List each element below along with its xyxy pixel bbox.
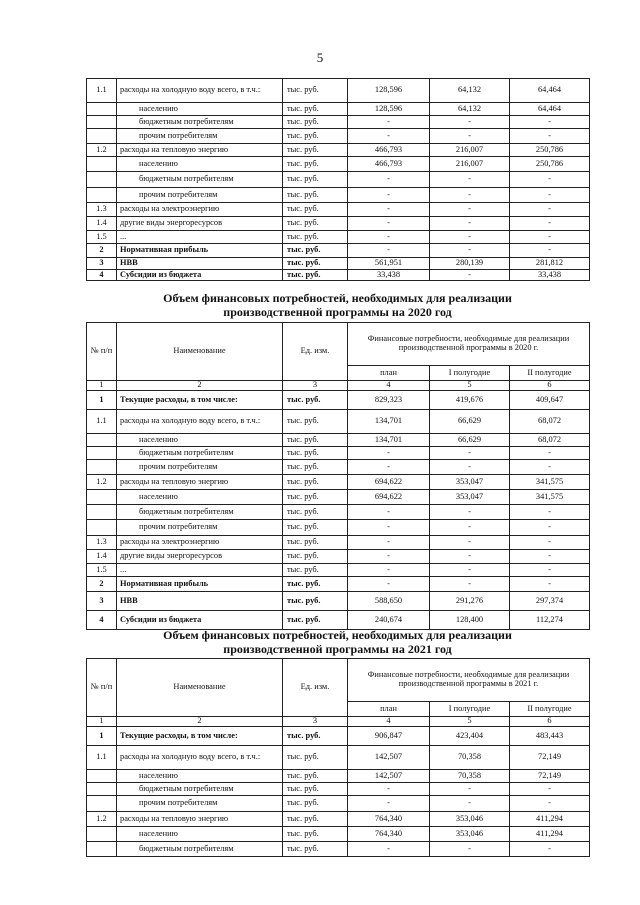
row-number-cell bbox=[87, 188, 117, 203]
row-plan-cell: - bbox=[348, 231, 430, 244]
header-index: 1 bbox=[87, 381, 117, 391]
header-h2: II полугодие bbox=[510, 366, 590, 381]
section-2021-title bbox=[86, 628, 589, 656]
row-number-cell: 3 bbox=[87, 592, 117, 611]
table-row bbox=[87, 490, 590, 505]
row-number-cell bbox=[87, 460, 117, 475]
table-row bbox=[87, 727, 590, 746]
row-h1-cell: 64,132 bbox=[430, 103, 510, 116]
section-2020-title bbox=[86, 291, 589, 319]
row-h2-cell: 341,575 bbox=[510, 475, 590, 490]
table-row bbox=[87, 79, 590, 103]
header-num: № п/п bbox=[87, 659, 117, 717]
row-h2-cell: 409,647 bbox=[510, 391, 590, 410]
row-unit-cell: тыс. руб. bbox=[283, 172, 348, 188]
row-unit-cell: тыс. руб. bbox=[283, 460, 348, 475]
row-h1-cell: - bbox=[430, 536, 510, 550]
row-plan-cell: - bbox=[348, 520, 430, 536]
table-row bbox=[87, 611, 590, 630]
table-row bbox=[87, 460, 590, 475]
row-number-cell: 2 bbox=[87, 577, 117, 592]
row-h1-cell: 419,676 bbox=[430, 391, 510, 410]
row-plan-cell: - bbox=[348, 460, 430, 475]
row-h2-cell: - bbox=[510, 577, 590, 592]
row-h2-cell: 411,294 bbox=[510, 812, 590, 827]
row-number-cell bbox=[87, 172, 117, 188]
row-h1-cell: 353,047 bbox=[430, 475, 510, 490]
row-unit-cell: тыс. руб. bbox=[283, 812, 348, 827]
row-name-cell: расходы на электроэнергию bbox=[117, 536, 283, 550]
row-plan-cell: - bbox=[348, 172, 430, 188]
row-plan-cell: 829,323 bbox=[348, 391, 430, 410]
row-plan-cell: - bbox=[348, 447, 430, 460]
table-row bbox=[87, 842, 590, 857]
row-number-cell: 4 bbox=[87, 270, 117, 281]
row-h1-cell: - bbox=[430, 129, 510, 144]
row-h2-cell: 341,575 bbox=[510, 490, 590, 505]
row-name-cell: населению bbox=[117, 827, 283, 842]
row-h1-cell: - bbox=[430, 842, 510, 857]
row-number-cell: 1.5 bbox=[87, 231, 117, 244]
header-index: 3 bbox=[283, 381, 348, 391]
row-plan-cell: 764,340 bbox=[348, 812, 430, 827]
row-h1-cell: 353,046 bbox=[430, 827, 510, 842]
row-unit-cell: тыс. руб. bbox=[283, 188, 348, 203]
row-h1-cell: - bbox=[430, 217, 510, 231]
row-plan-cell: 128,596 bbox=[348, 103, 430, 116]
row-h2-cell: 64,464 bbox=[510, 103, 590, 116]
row-h2-cell: 483,443 bbox=[510, 727, 590, 746]
table-row bbox=[87, 505, 590, 520]
table-row bbox=[87, 770, 590, 783]
table-row bbox=[87, 475, 590, 490]
header-index: 2 bbox=[117, 717, 283, 727]
header-group: Финансовые потребности, необходимые для реализации производственной программы в 2020 г. bbox=[348, 323, 590, 366]
row-number-cell: 1.2 bbox=[87, 144, 117, 157]
row-unit-cell: тыс. руб. bbox=[283, 796, 348, 812]
row-h1-cell: 353,047 bbox=[430, 490, 510, 505]
header-index: 6 bbox=[510, 717, 590, 727]
section-2021-title-line2: производственной программы на 2021 год bbox=[223, 642, 452, 656]
table-row bbox=[87, 536, 590, 550]
row-unit-cell: тыс. руб. bbox=[283, 231, 348, 244]
row-name-cell: расходы на электроэнергию bbox=[117, 203, 283, 217]
row-h2-cell: - bbox=[510, 129, 590, 144]
header-index: 4 bbox=[348, 717, 430, 727]
table-row bbox=[87, 270, 590, 281]
row-h2-cell: - bbox=[510, 188, 590, 203]
row-number-cell: 1 bbox=[87, 391, 117, 410]
row-name-cell: населению bbox=[117, 103, 283, 116]
table-row bbox=[87, 144, 590, 157]
table-row bbox=[87, 231, 590, 244]
row-name-cell: Нормативная прибыль bbox=[117, 577, 283, 592]
row-number-cell bbox=[87, 796, 117, 812]
table-row bbox=[87, 258, 590, 270]
row-plan-cell: - bbox=[348, 796, 430, 812]
row-name-cell: бюджетным потребителям bbox=[117, 172, 283, 188]
row-h2-cell: 250,786 bbox=[510, 144, 590, 157]
row-plan-cell: 33,438 bbox=[348, 270, 430, 281]
table-2020 bbox=[86, 322, 590, 630]
row-h2-cell: - bbox=[510, 172, 590, 188]
row-name-cell: прочим потребителям bbox=[117, 460, 283, 475]
row-name-cell: населению bbox=[117, 157, 283, 172]
row-unit-cell: тыс. руб. bbox=[283, 217, 348, 231]
row-h2-cell: - bbox=[510, 796, 590, 812]
row-h2-cell: - bbox=[510, 505, 590, 520]
row-unit-cell: тыс. руб. bbox=[283, 592, 348, 611]
row-name-cell: населению bbox=[117, 490, 283, 505]
row-plan-cell: - bbox=[348, 783, 430, 796]
row-plan-cell: 142,507 bbox=[348, 746, 430, 770]
row-plan-cell: - bbox=[348, 550, 430, 564]
table-row bbox=[87, 783, 590, 796]
table-row bbox=[87, 577, 590, 592]
row-name-cell: бюджетным потребителям bbox=[117, 116, 283, 129]
row-name-cell: бюджетным потребителям bbox=[117, 447, 283, 460]
row-number-cell bbox=[87, 434, 117, 447]
row-unit-cell: тыс. руб. bbox=[283, 520, 348, 536]
row-unit-cell: тыс. руб. bbox=[283, 79, 348, 103]
row-number-cell bbox=[87, 490, 117, 505]
row-h1-cell: 216,007 bbox=[430, 144, 510, 157]
row-name-cell: Субсидии из бюджета bbox=[117, 270, 283, 281]
header-num: № п/п bbox=[87, 323, 117, 381]
row-name-cell: другие виды энергоресурсов bbox=[117, 550, 283, 564]
row-h1-cell: - bbox=[430, 505, 510, 520]
row-plan-cell: - bbox=[348, 188, 430, 203]
row-number-cell: 1.1 bbox=[87, 79, 117, 103]
row-name-cell: Текущие расходы, в том числе: bbox=[117, 727, 283, 746]
table-row bbox=[87, 827, 590, 842]
row-h2-cell: 64,464 bbox=[510, 79, 590, 103]
row-number-cell: 1.4 bbox=[87, 217, 117, 231]
table-row bbox=[87, 746, 590, 770]
row-h1-cell: - bbox=[430, 447, 510, 460]
row-h1-cell: - bbox=[430, 270, 510, 281]
table-row bbox=[87, 812, 590, 827]
row-h2-cell: 411,294 bbox=[510, 827, 590, 842]
row-h1-cell: - bbox=[430, 116, 510, 129]
row-name-cell: ... bbox=[117, 231, 283, 244]
row-unit-cell: тыс. руб. bbox=[283, 577, 348, 592]
row-unit-cell: тыс. руб. bbox=[283, 244, 348, 258]
header-index: 4 bbox=[348, 381, 430, 391]
row-h2-cell: - bbox=[510, 231, 590, 244]
row-unit-cell: тыс. руб. bbox=[283, 258, 348, 270]
row-plan-cell: 134,701 bbox=[348, 410, 430, 434]
row-h1-cell: 70,358 bbox=[430, 746, 510, 770]
header-unit: Ед. изм. bbox=[283, 659, 348, 717]
row-unit-cell: тыс. руб. bbox=[283, 410, 348, 434]
section-2021-title-line1: Объем финансовых потребностей, необходимых для реализации bbox=[163, 628, 512, 642]
row-h2-cell: - bbox=[510, 783, 590, 796]
row-unit-cell: тыс. руб. bbox=[283, 116, 348, 129]
row-h1-cell: - bbox=[430, 550, 510, 564]
row-name-cell: другие виды энергоресурсов bbox=[117, 217, 283, 231]
row-h2-cell: - bbox=[510, 460, 590, 475]
row-number-cell bbox=[87, 827, 117, 842]
row-h2-cell: - bbox=[510, 116, 590, 129]
row-h2-cell: - bbox=[510, 244, 590, 258]
table-row bbox=[87, 410, 590, 434]
row-h2-cell: - bbox=[510, 536, 590, 550]
header-name: Наименование bbox=[117, 659, 283, 717]
row-name-cell: НВВ bbox=[117, 592, 283, 611]
table-row bbox=[87, 391, 590, 410]
table-row bbox=[87, 520, 590, 536]
row-name-cell: расходы на тепловую энергию bbox=[117, 475, 283, 490]
row-h2-cell: - bbox=[510, 550, 590, 564]
row-number-cell: 1.1 bbox=[87, 410, 117, 434]
row-h1-cell: 66,629 bbox=[430, 410, 510, 434]
row-h2-cell: - bbox=[510, 217, 590, 231]
row-number-cell: 4 bbox=[87, 611, 117, 630]
row-plan-cell: 588,650 bbox=[348, 592, 430, 611]
row-plan-cell: - bbox=[348, 577, 430, 592]
row-plan-cell: - bbox=[348, 536, 430, 550]
header-index: 3 bbox=[283, 717, 348, 727]
row-h1-cell: 70,358 bbox=[430, 770, 510, 783]
row-h1-cell: - bbox=[430, 564, 510, 577]
row-unit-cell: тыс. руб. bbox=[283, 203, 348, 217]
row-number-cell bbox=[87, 129, 117, 144]
row-number-cell: 1.2 bbox=[87, 812, 117, 827]
row-number-cell: 1.2 bbox=[87, 475, 117, 490]
row-plan-cell: 142,507 bbox=[348, 770, 430, 783]
table-row bbox=[87, 592, 590, 611]
header-index: 1 bbox=[87, 717, 117, 727]
row-h2-cell: 72,149 bbox=[510, 746, 590, 770]
page-number: 5 bbox=[316, 50, 324, 65]
row-plan-cell: 466,793 bbox=[348, 157, 430, 172]
row-h1-cell: 353,046 bbox=[430, 812, 510, 827]
row-unit-cell: тыс. руб. bbox=[283, 827, 348, 842]
row-name-cell: прочим потребителям bbox=[117, 520, 283, 536]
row-name-cell: прочим потребителям bbox=[117, 796, 283, 812]
table-row bbox=[87, 188, 590, 203]
row-number-cell: 3 bbox=[87, 258, 117, 270]
table-2019-continuation bbox=[86, 78, 590, 281]
row-unit-cell: тыс. руб. bbox=[283, 727, 348, 746]
row-name-cell: бюджетным потребителям bbox=[117, 783, 283, 796]
row-h1-cell: - bbox=[430, 796, 510, 812]
table-row bbox=[87, 244, 590, 258]
row-h2-cell: - bbox=[510, 842, 590, 857]
table-2021 bbox=[86, 658, 590, 857]
row-h1-cell: 423,404 bbox=[430, 727, 510, 746]
row-plan-cell: 561,951 bbox=[348, 258, 430, 270]
header-h1: I полугодие bbox=[430, 366, 510, 381]
table-row bbox=[87, 103, 590, 116]
row-name-cell: расходы на холодную воду всего, в т.ч.: bbox=[117, 79, 283, 103]
table-row bbox=[87, 116, 590, 129]
header-index: 5 bbox=[430, 717, 510, 727]
row-unit-cell: тыс. руб. bbox=[283, 129, 348, 144]
row-h1-cell: - bbox=[430, 203, 510, 217]
row-h2-cell: - bbox=[510, 203, 590, 217]
row-plan-cell: 240,674 bbox=[348, 611, 430, 630]
row-name-cell: расходы на тепловую энергию bbox=[117, 144, 283, 157]
row-h2-cell: 68,072 bbox=[510, 434, 590, 447]
row-name-cell: прочим потребителям bbox=[117, 188, 283, 203]
row-unit-cell: тыс. руб. bbox=[283, 564, 348, 577]
header-group: Финансовые потребности, необходимые для реализации производственной программы в 2021 г. bbox=[348, 659, 590, 702]
row-number-cell bbox=[87, 505, 117, 520]
row-unit-cell: тыс. руб. bbox=[283, 611, 348, 630]
row-h1-cell: - bbox=[430, 577, 510, 592]
row-h1-cell: 280,139 bbox=[430, 258, 510, 270]
row-name-cell: НВВ bbox=[117, 258, 283, 270]
row-unit-cell: тыс. руб. bbox=[283, 103, 348, 116]
section-2020-title-line1: Объем финансовых потребностей, необходимых для реализации bbox=[163, 291, 512, 305]
row-unit-cell: тыс. руб. bbox=[283, 536, 348, 550]
row-name-cell: ... bbox=[117, 564, 283, 577]
row-plan-cell: 764,340 bbox=[348, 827, 430, 842]
row-name-cell: населению bbox=[117, 770, 283, 783]
table-row bbox=[87, 129, 590, 144]
row-number-cell bbox=[87, 783, 117, 796]
row-plan-cell: - bbox=[348, 203, 430, 217]
row-name-cell: Субсидии из бюджета bbox=[117, 611, 283, 630]
row-name-cell: прочим потребителям bbox=[117, 129, 283, 144]
row-name-cell: населению bbox=[117, 434, 283, 447]
row-number-cell bbox=[87, 116, 117, 129]
row-h1-cell: - bbox=[430, 520, 510, 536]
row-unit-cell: тыс. руб. bbox=[283, 505, 348, 520]
row-number-cell: 1.4 bbox=[87, 550, 117, 564]
row-number-cell: 2 bbox=[87, 244, 117, 258]
row-h2-cell: 112,274 bbox=[510, 611, 590, 630]
table-row bbox=[87, 564, 590, 577]
row-h1-cell: 291,276 bbox=[430, 592, 510, 611]
table-row bbox=[87, 434, 590, 447]
row-unit-cell: тыс. руб. bbox=[283, 157, 348, 172]
row-plan-cell: - bbox=[348, 244, 430, 258]
table-row bbox=[87, 550, 590, 564]
row-number-cell bbox=[87, 520, 117, 536]
row-unit-cell: тыс. руб. bbox=[283, 550, 348, 564]
row-h1-cell: - bbox=[430, 188, 510, 203]
header-index: 2 bbox=[117, 381, 283, 391]
row-plan-cell: 906,847 bbox=[348, 727, 430, 746]
row-number-cell: 1.1 bbox=[87, 746, 117, 770]
header-h1: I полугодие bbox=[430, 702, 510, 717]
row-plan-cell: - bbox=[348, 842, 430, 857]
row-name-cell: расходы на холодную воду всего, в т.ч.: bbox=[117, 746, 283, 770]
row-name-cell: Текущие расходы, в том числе: bbox=[117, 391, 283, 410]
row-plan-cell: 128,596 bbox=[348, 79, 430, 103]
row-name-cell: расходы на тепловую энергию bbox=[117, 812, 283, 827]
row-h1-cell: - bbox=[430, 231, 510, 244]
row-h1-cell: - bbox=[430, 460, 510, 475]
row-h2-cell: 72,149 bbox=[510, 770, 590, 783]
row-number-cell bbox=[87, 447, 117, 460]
row-plan-cell: 466,793 bbox=[348, 144, 430, 157]
row-h2-cell: 297,374 bbox=[510, 592, 590, 611]
row-h2-cell: 68,072 bbox=[510, 410, 590, 434]
row-h2-cell: - bbox=[510, 447, 590, 460]
row-plan-cell: 134,701 bbox=[348, 434, 430, 447]
row-number-cell: 1 bbox=[87, 727, 117, 746]
header-plan: план bbox=[348, 366, 430, 381]
row-unit-cell: тыс. руб. bbox=[283, 391, 348, 410]
header-index: 5 bbox=[430, 381, 510, 391]
row-plan-cell: - bbox=[348, 564, 430, 577]
row-h2-cell: 250,786 bbox=[510, 157, 590, 172]
row-h2-cell: 33,438 bbox=[510, 270, 590, 281]
section-2020-title-line2: производственной программы на 2020 год bbox=[223, 305, 452, 319]
row-number-cell: 1.3 bbox=[87, 203, 117, 217]
row-unit-cell: тыс. руб. bbox=[283, 746, 348, 770]
header-index: 6 bbox=[510, 381, 590, 391]
row-h1-cell: 66,629 bbox=[430, 434, 510, 447]
table-row bbox=[87, 203, 590, 217]
row-plan-cell: 694,622 bbox=[348, 475, 430, 490]
row-unit-cell: тыс. руб. bbox=[283, 490, 348, 505]
row-h1-cell: 216,007 bbox=[430, 157, 510, 172]
header-unit: Ед. изм. bbox=[283, 323, 348, 381]
row-name-cell: расходы на холодную воду всего, в т.ч.: bbox=[117, 410, 283, 434]
row-number-cell bbox=[87, 157, 117, 172]
table-row bbox=[87, 217, 590, 231]
header-h2: II полугодие bbox=[510, 702, 590, 717]
row-h1-cell: - bbox=[430, 783, 510, 796]
row-plan-cell: - bbox=[348, 505, 430, 520]
row-h1-cell: - bbox=[430, 244, 510, 258]
row-number-cell: 1.3 bbox=[87, 536, 117, 550]
table-row bbox=[87, 447, 590, 460]
row-plan-cell: - bbox=[348, 217, 430, 231]
row-h1-cell: 128,400 bbox=[430, 611, 510, 630]
row-unit-cell: тыс. руб. bbox=[283, 770, 348, 783]
table-row bbox=[87, 796, 590, 812]
row-unit-cell: тыс. руб. bbox=[283, 270, 348, 281]
table-row bbox=[87, 157, 590, 172]
row-h2-cell: - bbox=[510, 520, 590, 536]
row-plan-cell: 694,622 bbox=[348, 490, 430, 505]
row-number-cell bbox=[87, 103, 117, 116]
row-unit-cell: тыс. руб. bbox=[283, 434, 348, 447]
row-name-cell: Нормативная прибыль bbox=[117, 244, 283, 258]
row-unit-cell: тыс. руб. bbox=[283, 842, 348, 857]
row-unit-cell: тыс. руб. bbox=[283, 783, 348, 796]
row-h1-cell: - bbox=[430, 172, 510, 188]
row-name-cell: бюджетным потребителям bbox=[117, 842, 283, 857]
header-plan: план bbox=[348, 702, 430, 717]
row-number-cell: 1.5 bbox=[87, 564, 117, 577]
row-name-cell: бюджетным потребителям bbox=[117, 505, 283, 520]
row-plan-cell: - bbox=[348, 116, 430, 129]
row-unit-cell: тыс. руб. bbox=[283, 475, 348, 490]
row-number-cell bbox=[87, 842, 117, 857]
row-plan-cell: - bbox=[348, 129, 430, 144]
row-h2-cell: - bbox=[510, 564, 590, 577]
row-h2-cell: 281,812 bbox=[510, 258, 590, 270]
header-name: Наименование bbox=[117, 323, 283, 381]
row-number-cell bbox=[87, 770, 117, 783]
row-unit-cell: тыс. руб. bbox=[283, 447, 348, 460]
row-h1-cell: 64,132 bbox=[430, 79, 510, 103]
row-unit-cell: тыс. руб. bbox=[283, 144, 348, 157]
table-row bbox=[87, 172, 590, 188]
